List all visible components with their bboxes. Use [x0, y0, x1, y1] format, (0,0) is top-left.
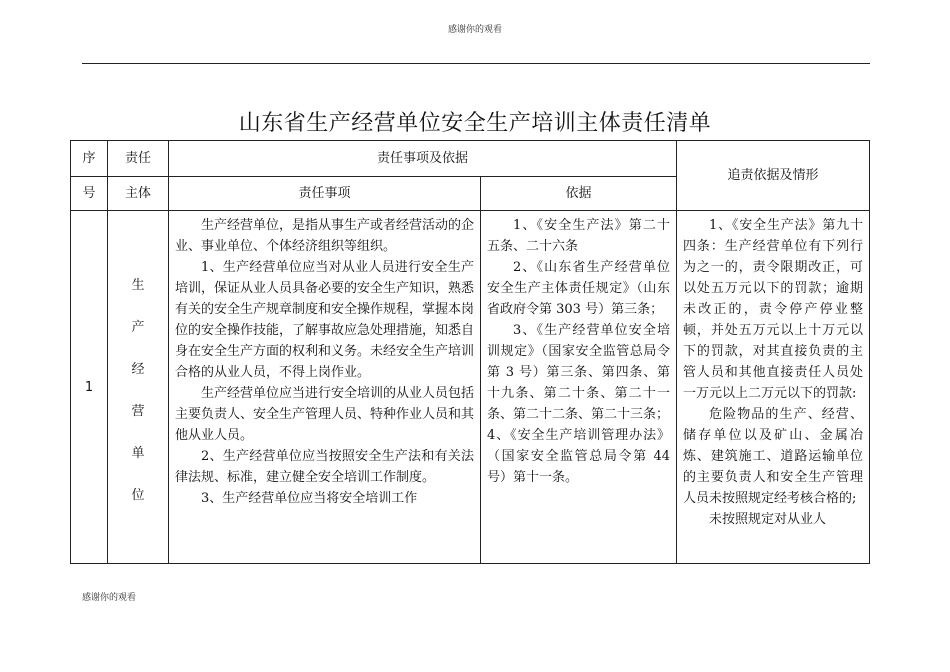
row-basis [481, 211, 677, 564]
subject-char: 营 [131, 404, 145, 419]
table-header-row [71, 141, 870, 177]
subject-char: 产 [131, 320, 145, 335]
row-subject [108, 211, 169, 564]
page-footer: 感谢你的观看 [82, 593, 137, 603]
subject-char: 生 [131, 278, 145, 293]
header-liability: 追责依据及情形 [677, 141, 870, 211]
row-liability [677, 211, 870, 564]
header-subject-top: 责任 [108, 141, 169, 177]
item-paragraph: 3、生产经营单位应当将安全培训工作 [201, 491, 418, 506]
liability-paragraph: 危险物品的生产、经营、储存单位以及矿山、金属冶炼、建筑施工、道路运输单位的主要负责人和安全生产管理人员未按照规定经考核合格的; [683, 407, 864, 506]
basis-paragraph: 2、《山东省生产经营单位安全生产主体责任规定》（山东省政府令第 303 号）第三条； [487, 260, 671, 317]
subject-char: 单 [131, 446, 145, 461]
liability-paragraph: 未按照规定对从业人 [709, 512, 827, 527]
header-basis: 依据 [481, 177, 677, 211]
table-row [71, 211, 870, 564]
header-items: 责任事项 [169, 177, 481, 211]
item-paragraph: 1、生产经营单位应当对从业人员进行安全生产培训，保证从业人员具备必要的安全生产知识，熟悉有关的安全生产规章制度和安全操作规程，掌握本岗位的安全操作技能，了解事故应急处理措施，知悉自身在安全生产方面的权利和义务。未经安全生产培训合格的从业人员，不得上岗作业。 [175, 260, 475, 380]
header-seq-bottom: 号 [71, 177, 108, 211]
document-title: 山东省生产经营单位安全生产培训主体责任清单 [238, 111, 712, 136]
item-paragraph: 生产经营单位，是指从事生产或者经营活动的企业、事业单位、个体经济组织等组织。 [175, 218, 475, 254]
header-subject-bottom: 主体 [108, 177, 169, 211]
basis-paragraph: 3、《生产经营单位安全培训规定》（国家安全监管总局令第 3 号）第三条、第四条、第十九条、第二十条、第二十一条、第二十二条、第二十三条； [487, 323, 671, 422]
subject-char: 经 [131, 362, 145, 377]
responsibility-table [70, 140, 870, 564]
row-seq: 1 [71, 211, 108, 564]
subject-char: 位 [131, 488, 145, 503]
page-header: 感谢你的观看 [447, 25, 502, 35]
item-paragraph: 2、生产经营单位应当按照安全生产法和有关法律法规、标准，建立健全安全培训工作制度。 [175, 449, 474, 485]
liability-paragraph: 1、《安全生产法》第九十四条：生产经营单位有下列行为之一的，责令限期改正，可以处五万元以下的罚款；逾期未改正的，责令停产停业整顿，并处五万元以上十万元以下的罚款，对其直接负责的主管人员和其他直接责任人员处一万元以上二万元以下的罚款: [683, 218, 864, 401]
header-items-and-basis: 责任事项及依据 [169, 141, 677, 177]
header-rule [82, 63, 870, 64]
basis-paragraph: 4、《安全生产培训管理办法》（国家安全监管总局令第 44 号）第十一条。 [487, 428, 671, 485]
item-paragraph: 生产经营单位应当进行安全培训的从业人员包括主要负责人、安全生产管理人员、特种作业人员和其他从业人员。 [175, 386, 475, 443]
header-seq-top: 序 [71, 141, 108, 177]
basis-paragraph: 1、《安全生产法》第二十五条、二十六条 [487, 218, 671, 254]
row-items [169, 211, 481, 564]
